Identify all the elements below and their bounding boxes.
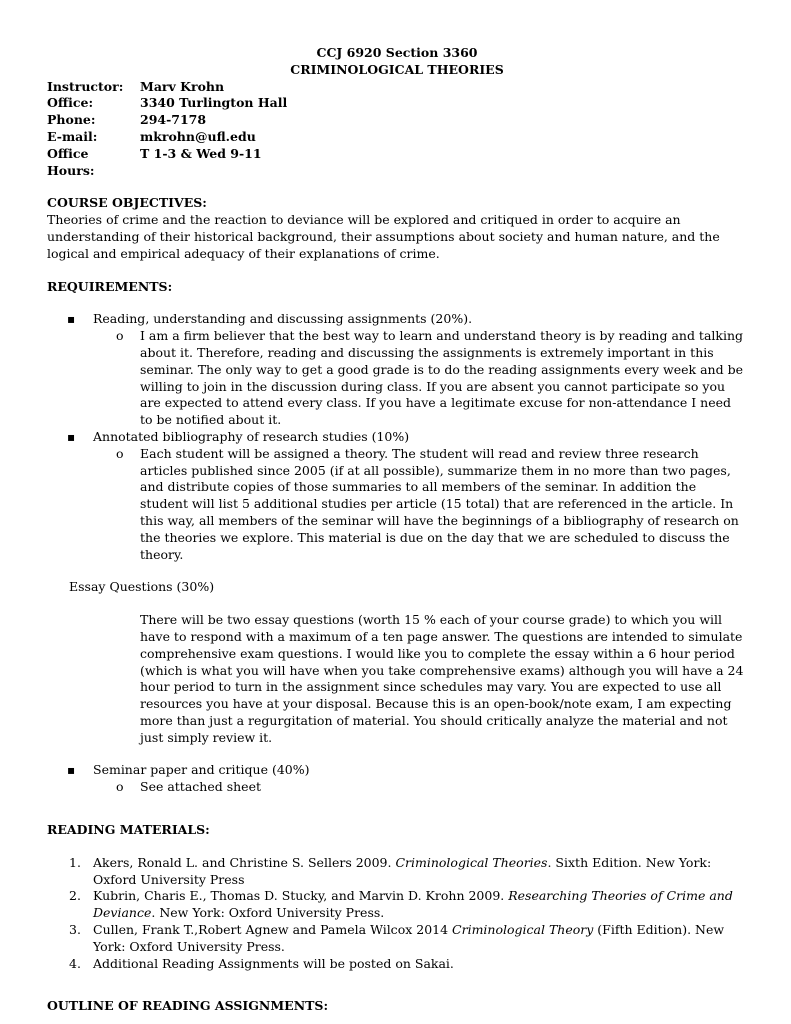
requirement-seminar-detail: o See attached sheet xyxy=(47,779,747,796)
requirement-reading-detail: o I am a firm believer that the best way to learn and understand theory is by reading and talking about it. Therefore, reading and discussing the assignments is extremely important in this seminar. The only way to get a good grade is to do the reading assignments every week and be willing to join in the discussion during class. If you are absent you cannot participate so you are expected to attend every class. If you have a legitimate excuse for non-attendance I need to be notified about it. xyxy=(47,328,747,429)
syllabus-page xyxy=(47,45,747,1015)
info-row-email xyxy=(47,129,747,146)
item-number: 4. xyxy=(69,955,81,971)
book-title: Researching Theories of Crime and Deviance xyxy=(93,888,733,921)
item-text-post: (Fifth Edition). New York: Oxford University Press. xyxy=(93,922,725,954)
item-text-post: . Sixth Edition. New York: Oxford University Press xyxy=(93,854,712,887)
requirement-essay: Essay Questions (30%) xyxy=(69,579,215,595)
requirements-list-seminar xyxy=(47,762,747,796)
list-item xyxy=(47,855,747,889)
item-text: Kubrin, Charis E., Thomas D. Stucky, and Marvin D. Krohn 2009. xyxy=(93,888,509,904)
item-text-post: . New York: Oxford University Press. xyxy=(151,905,385,921)
info-value: 294-7178 xyxy=(140,112,207,128)
book-title: Criminological Theories xyxy=(395,854,548,870)
item-number: 3. xyxy=(69,922,81,938)
info-label: Office Hours: xyxy=(47,145,95,178)
info-label: Instructor: xyxy=(47,78,124,94)
info-value: Marv Krohn xyxy=(140,78,225,94)
reading-materials-heading: READING MATERIALS: xyxy=(47,822,210,838)
book-title: Criminological Theory xyxy=(452,922,594,938)
course-number: CCJ 6920 Section 3360 xyxy=(316,45,478,60)
info-value: mkrohn@ufl.edu xyxy=(140,128,256,144)
requirements-heading: REQUIREMENTS: xyxy=(47,278,173,294)
list-item xyxy=(47,922,747,956)
requirement-bibliography-detail: o Each student will be assigned a theory. The student will read and review three research articles published since 2005 (if at all possible), summarize them in no more than two pages, and distribute copies of those summaries to all members of the seminar. In addition the student will list 5 additional studies per article (15 total) that are referenced in the article. In this way, all members of the seminar will have the beginnings of a bibliography of research on the theories we explore. This material is due on the day that we are scheduled to discuss the theory. xyxy=(47,446,747,564)
item-text: Cullen, Frank T.,Robert Agnew and Pamela Wilcox 2014 xyxy=(93,922,453,938)
list-item xyxy=(47,888,747,922)
requirement-seminar: ▪ Seminar paper and critique (40%) xyxy=(47,762,747,779)
requirement-essay-detail: There will be two essay questions (worth 15 % each of your course grade) to which you will have to respond with a maximum of a ten page answer. The questions are intended to simulate comprehensive exam questions. I would like you to complete the essay within a 6 hour period (which is what you will have when you take comprehensive exams) although you will have a 24 hour period to turn in the assignment since schedules may vary. You are expected to use all resources you have at your disposal. Because this is an open-book/note exam, I am expecting more than just a regurgitation of material. You should critically analyze the material and not just simply review it. xyxy=(140,612,744,745)
info-row-office-hours xyxy=(47,146,747,180)
info-value: 3340 Turlington Hall xyxy=(140,95,288,111)
instructor-info xyxy=(47,79,747,180)
objectives-heading: COURSE OBJECTIVES: xyxy=(47,195,207,211)
item-text: Akers, Ronald L. and Christine S. Sellers 2009. xyxy=(93,854,396,870)
info-label: Office: xyxy=(47,95,94,111)
info-value: T 1-3 & Wed 9-11 xyxy=(140,145,262,161)
outline-heading: OUTLINE OF READING ASSIGNMENTS: xyxy=(47,998,329,1014)
reading-materials-list xyxy=(47,855,747,973)
list-item xyxy=(47,956,747,973)
item-number: 1. xyxy=(69,854,81,870)
requirement-reading: ▪ Reading, understanding and discussing assignments (20%). xyxy=(47,311,747,328)
info-row-phone xyxy=(47,112,747,129)
info-row-instructor xyxy=(47,79,747,96)
requirement-bibliography: ▪ Annotated bibliography of research studies (10%) xyxy=(47,429,747,446)
info-label: E-mail: xyxy=(47,128,98,144)
requirements-list xyxy=(47,311,747,563)
info-label: Phone: xyxy=(47,112,96,128)
item-text: Additional Reading Assignments will be posted on Sakai. xyxy=(93,955,454,971)
info-row-office xyxy=(47,95,747,112)
course-title: CRIMINOLOGICAL THEORIES xyxy=(290,61,504,77)
objectives-text: Theories of crime and the reaction to deviance will be explored and critiqued in order to acquire an understanding of their historical background, their assumptions about society and human nature, and the logical and empirical adequacy of their explanations of crime. xyxy=(47,212,720,261)
item-number: 2. xyxy=(69,888,81,904)
